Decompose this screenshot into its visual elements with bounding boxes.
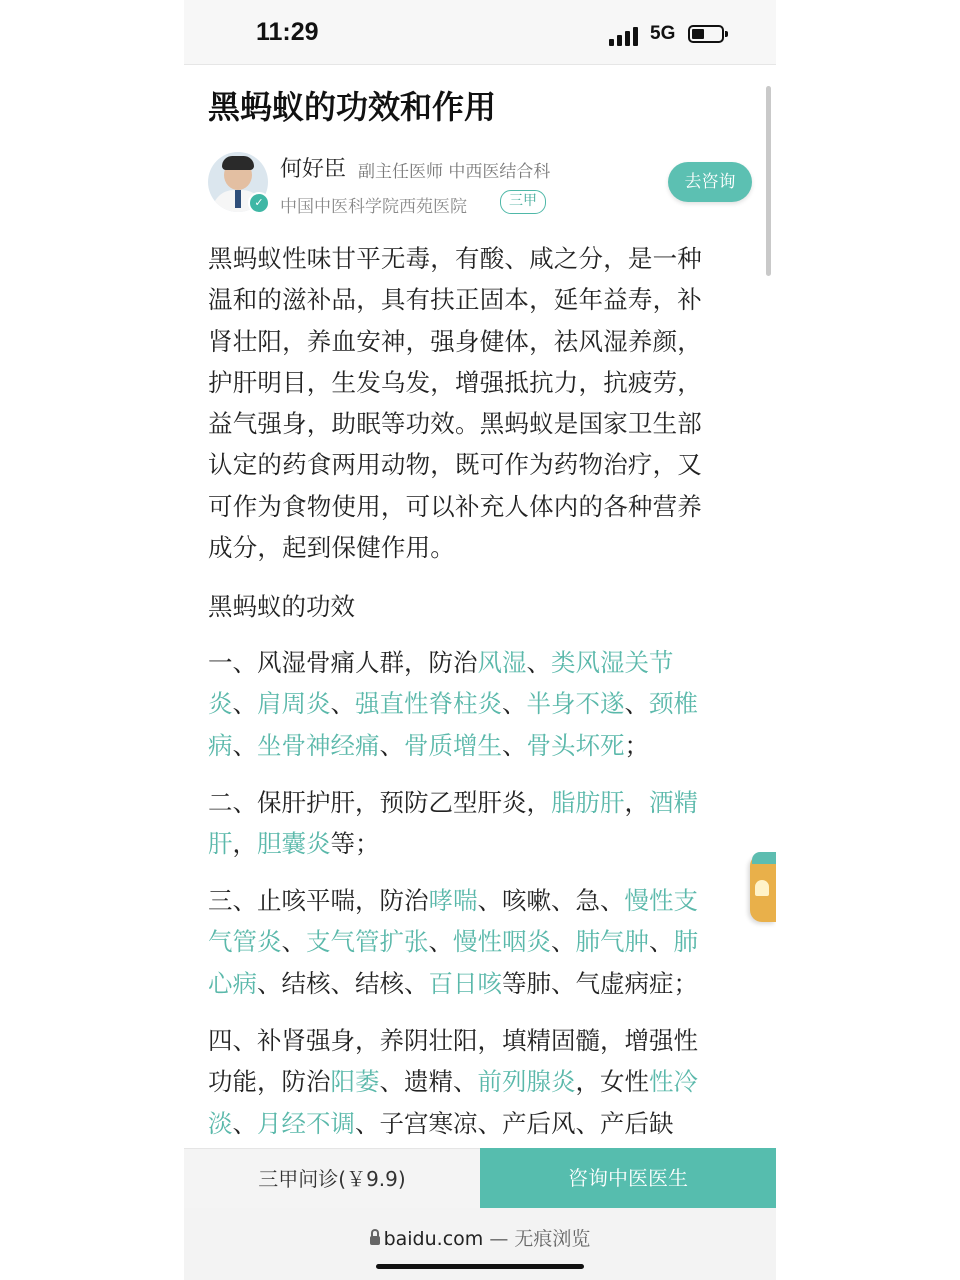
author-title: 副主任医师 中西医结合科: [358, 162, 551, 182]
disease-link[interactable]: 淡: [208, 1108, 233, 1138]
disease-link[interactable]: 胆囊炎: [257, 829, 331, 859]
author-card: [208, 150, 756, 218]
disease-link[interactable]: 慢性支: [624, 886, 698, 915]
intro-text: [208, 238, 756, 568]
text-segment: 、: [232, 1108, 257, 1138]
intro-line: 可作为食物使用，可以补充人体内的各种营养: [208, 491, 702, 521]
text-segment: 、: [526, 648, 551, 677]
text-segment: ，: [624, 788, 649, 817]
network-type: 5G: [650, 23, 676, 44]
text-segment: 、: [232, 730, 257, 760]
effect-line: [208, 963, 756, 1004]
bottom-action-bar: [184, 1148, 776, 1208]
disease-link[interactable]: 类风湿关节: [551, 648, 674, 677]
disease-link[interactable]: 风湿: [477, 648, 527, 677]
text-segment: ，: [232, 829, 257, 859]
disease-link[interactable]: 前列腺炎: [477, 1067, 576, 1097]
status-bar: [184, 0, 776, 65]
disease-link[interactable]: 炎: [208, 689, 233, 719]
consult-button[interactable]: 去咨询: [668, 162, 752, 202]
effect-line: [208, 683, 756, 724]
text-segment: 、: [649, 927, 674, 957]
text-segment: 等肺、气虚病症；: [502, 968, 698, 998]
floating-assistant-icon[interactable]: [750, 854, 776, 922]
effect-paragraph: [208, 642, 756, 766]
text-segment: 、: [330, 689, 355, 719]
disease-link[interactable]: 支气管扩张: [306, 927, 429, 957]
disease-link[interactable]: 骨质增生: [404, 730, 502, 760]
intro-line: 温和的滋补品，具有扶正固本，延年益寿，补: [208, 285, 702, 315]
effect-paragraph: [208, 782, 756, 865]
tertiary-consult-button[interactable]: 三甲问诊(￥9.9): [184, 1148, 480, 1209]
effect-line: [208, 921, 756, 962]
effect-line: [208, 1020, 756, 1061]
disease-link[interactable]: 强直性脊柱炎: [355, 689, 502, 719]
verified-badge-icon: ✓: [248, 192, 270, 214]
cellular-signal-icon: [609, 26, 643, 46]
intro-line: 认定的药食两用动物，既可作为药物治疗，又: [208, 450, 702, 480]
lock-icon: [370, 1236, 380, 1245]
text-segment: 、咳嗽、急、: [477, 886, 625, 915]
effect-line: [208, 880, 756, 921]
effect-line: [208, 1061, 756, 1102]
text-segment: 四、补肾强身，养阴壮阳，填精固髓，增强性: [208, 1026, 698, 1055]
battery-icon: [688, 25, 724, 43]
intro-line: 黑蚂蚁性味甘平无毒，有酸、咸之分，是一种: [208, 244, 702, 273]
text-segment: 、结核、结核、: [257, 968, 429, 998]
text-segment: 三、止咳平喘，防治: [208, 886, 429, 915]
disease-link[interactable]: 病: [208, 730, 233, 760]
disease-link[interactable]: 心病: [208, 968, 257, 998]
text-segment: 、: [551, 927, 576, 957]
disease-link[interactable]: 肺气肿: [575, 927, 649, 957]
text-segment: 、: [624, 689, 649, 719]
effect-line: [208, 1103, 756, 1144]
address-domain: baidu.com: [383, 1228, 484, 1250]
effect-line: [208, 642, 756, 683]
address-separator: —: [489, 1228, 509, 1250]
disease-link[interactable]: 气管炎: [208, 927, 282, 957]
text-segment: 、遗精、: [379, 1067, 478, 1097]
text-segment: ，女性: [575, 1067, 649, 1097]
disease-link[interactable]: 阳萎: [330, 1067, 380, 1097]
effect-line: [208, 823, 756, 864]
effect-line: [208, 782, 756, 823]
disease-link[interactable]: 肩周炎: [257, 689, 331, 719]
status-time: 11:29: [256, 18, 319, 46]
disease-link[interactable]: 脂肪肝: [551, 788, 625, 817]
section-heading: 黑蚂蚁的功效: [208, 592, 355, 621]
intro-line: 肾壮阳，养血安神，强身健体，祛风湿养颜，: [208, 326, 702, 356]
text-segment: 、子宫寒凉、产后风、产后缺: [355, 1108, 674, 1138]
hospital-grade-badge: 三甲: [500, 190, 546, 214]
text-segment: 、: [428, 927, 453, 957]
disease-link[interactable]: 肝: [208, 829, 233, 859]
text-segment: 一、风湿骨痛人群，防治: [208, 648, 478, 677]
disease-link[interactable]: 坐骨神经痛: [257, 730, 380, 760]
text-segment: 、: [502, 730, 527, 760]
disease-link[interactable]: 颈椎: [649, 689, 698, 719]
consult-doctor-button[interactable]: 咨询中医医生: [480, 1148, 776, 1208]
text-segment: 二、保肝护肝，预防乙型肝炎，: [208, 788, 551, 817]
text-segment: 等；: [330, 829, 380, 859]
intro-line: 益气强身，助眠等功效。黑蚂蚁是国家卫生部: [208, 409, 702, 439]
disease-link[interactable]: 肺: [673, 927, 698, 957]
disease-link[interactable]: 酒精: [649, 788, 698, 817]
page-title: 黑蚂蚁的功效和作用: [208, 88, 497, 126]
disease-link[interactable]: 半身不遂: [526, 689, 625, 719]
text-segment: 、: [379, 730, 404, 760]
author-name[interactable]: 何好臣: [280, 157, 347, 182]
address-text[interactable]: [184, 1224, 776, 1251]
disease-link[interactable]: 慢性咽炎: [453, 927, 551, 957]
browsing-mode: 无痕浏览: [514, 1228, 591, 1250]
scrollbar[interactable]: [766, 86, 771, 276]
intro-line: 成分，起到保健作用。: [208, 533, 455, 563]
disease-link[interactable]: 哮喘: [428, 886, 478, 915]
home-indicator[interactable]: [376, 1264, 584, 1269]
effect-paragraph: [208, 1020, 756, 1144]
intro-line: 护肝明目，生发乌发，增强抵抗力，抗疲劳，: [208, 367, 702, 397]
phone-screen: [184, 0, 776, 1280]
disease-link[interactable]: 月经不调: [257, 1108, 355, 1138]
text-segment: 功能，防治: [208, 1067, 331, 1097]
text-segment: 、: [502, 689, 527, 719]
text-segment: 、: [232, 689, 257, 719]
text-segment: 、: [281, 927, 306, 957]
disease-link[interactable]: 百日咳: [428, 968, 502, 998]
effect-paragraph: [208, 880, 756, 1004]
disease-link[interactable]: 性冷: [649, 1067, 698, 1097]
disease-link[interactable]: 骨头坏死: [526, 730, 625, 760]
text-segment: ；: [624, 730, 649, 760]
effect-line: [208, 725, 756, 766]
browser-address-bar[interactable]: [184, 1208, 776, 1280]
author-hospital: 中国中医科学院西苑医院: [280, 197, 467, 217]
